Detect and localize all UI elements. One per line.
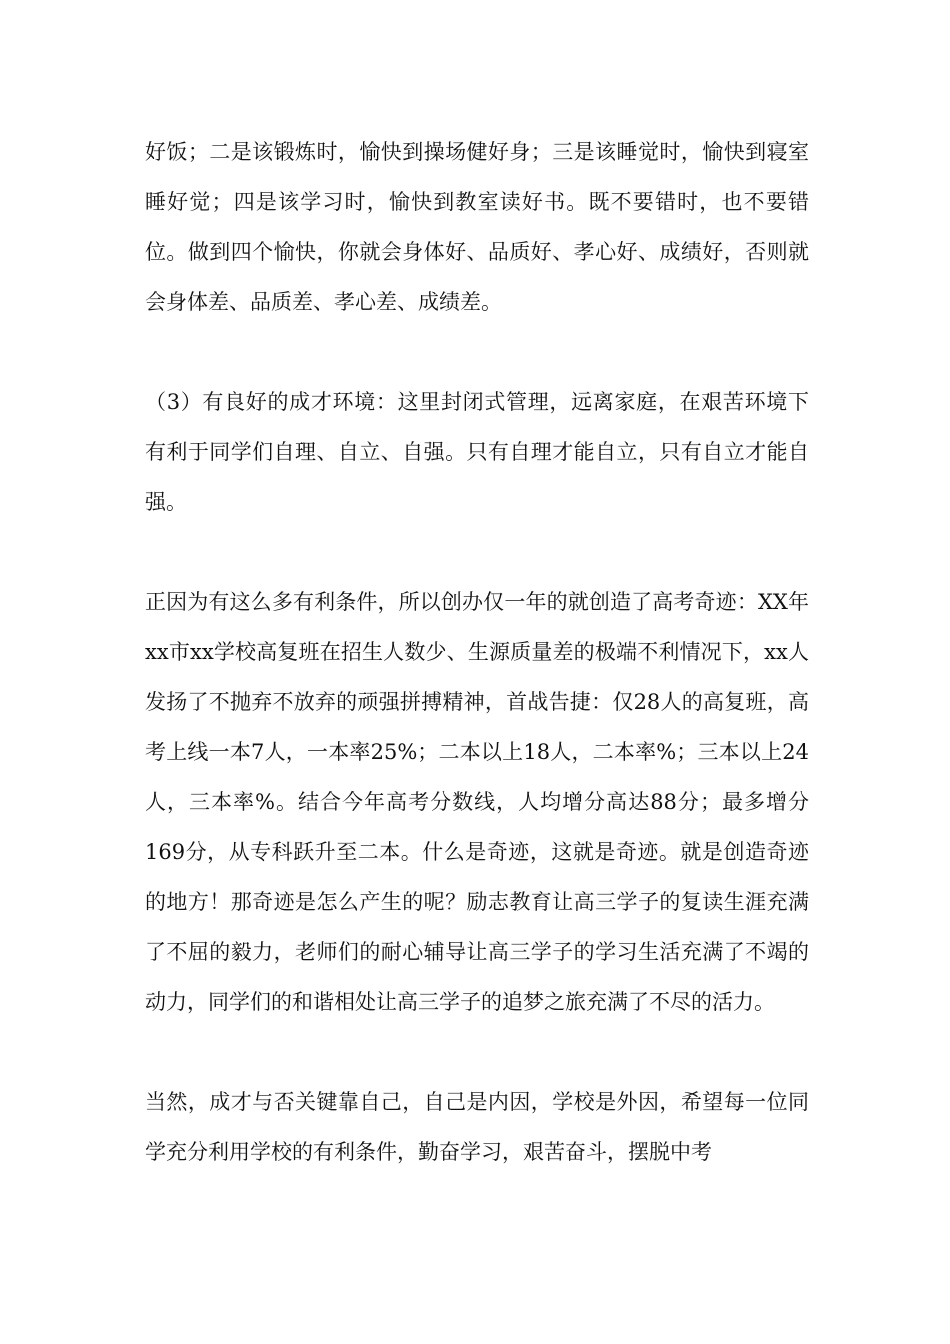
paragraph-conclusion: 当然，成才与否关键靠自己，自己是内因，学校是外因，希望每一位同学充分利用学校的有利条件，勤奋学习，艰苦奋斗，摆脱中考 xyxy=(145,1090,809,1164)
paragraph-daily-routine: 好饭；二是该锻炼时，愉快到操场健好身；三是该睡觉时，愉快到寝室睡好觉；四是该学习时，愉快到教室读好书。既不要错时，也不要错位。做到四个愉快，你就会身体好、品质好、孝心好、成绩好，否则就会身体差、品质差、孝心差、成绩差。 xyxy=(145,140,809,314)
paragraph-spacer xyxy=(145,1027,809,1077)
paragraph-exam-results: 正因为有这么多有利条件，所以创办仅一年的就创造了高考奇迹：XX年xx市xx学校高复班在招生人数少、生源质量差的极端不利情况下，xx人发扬了不抛弃不放弃的顽强拼搏精神，首战告捷：仅28人的高复班，高考上线一本7人，一本率25%；二本以上18人，二本率%；三本以上24人，三本率%。结合今年高考分数线，人均增分高达88分；最多增分169分，从专科跃升至二本。什么是奇迹，这就是奇迹。就是创造奇迹的地方！那奇迹是怎么产生的呢？励志教育让高三学子的复读生涯充满了不屈的毅力，老师们的耐心辅导让高三学子的学习生活充满了不竭的动力，同学们的和谐相处让高三学子的追梦之旅充满了不尽的活力。 xyxy=(145,590,809,1014)
document-body xyxy=(145,127,809,1177)
paragraph-spacer xyxy=(145,527,809,577)
paragraph-environment: （3）有良好的成才环境：这里封闭式管理，远离家庭，在艰苦环境下有利于同学们自理、自立、自强。只有自理才能自立，只有自立才能自强。 xyxy=(145,390,809,514)
paragraph-spacer xyxy=(145,327,809,377)
